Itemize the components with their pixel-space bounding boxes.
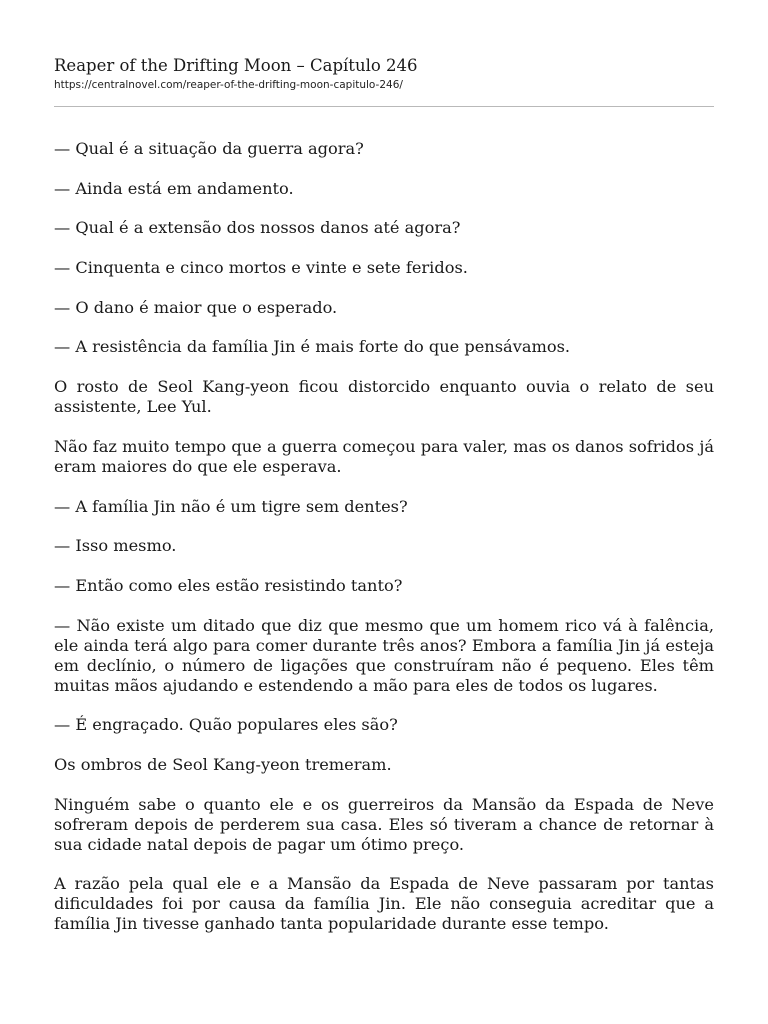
paragraph: — Ainda está em andamento. xyxy=(54,178,294,198)
paragraph: Os ombros de Seol Kang-yeon tremeram. xyxy=(54,754,392,774)
paragraph: — Qual é a situação da guerra agora? xyxy=(54,139,364,158)
paragraph: Não faz muito tempo que a guerra começou para valer, mas os danos sofridos já eram maiores do que ele esperava. xyxy=(54,436,714,476)
paragraph: — Qual é a extensão dos nossos danos até agora? xyxy=(54,218,461,238)
paragraph: — O dano é maior que o esperado. xyxy=(54,297,338,317)
document-page xyxy=(54,56,714,954)
paragraph: — Cinquenta e cinco mortos e vinte e sete feridos. xyxy=(54,258,468,278)
paragraph: — Não existe um ditado que diz que mesmo que um homem rico vá à falência, ele ainda terá algo para comer durante três anos? Embora a família Jin já esteja em declínio, o número de ligações que construíram não é pequeno. Eles têm muitas mãos ajudando e estendendo a mão para eles de todos os lugares. xyxy=(54,615,714,695)
paragraph: Ninguém sabe o quanto ele e os guerreiros da Mansão da Espada de Neve sofreram depois de perderem sua casa. Eles só tiveram a chance de retornar à sua cidade natal depois de pagar um ótimo preço. xyxy=(54,794,714,854)
paragraph: — Então como eles estão resistindo tanto? xyxy=(54,575,403,595)
chapter-body xyxy=(54,139,714,934)
paragraph: A razão pela qual ele e a Mansão da Espada de Neve passaram por tantas dificuldades foi por causa da família Jin. Ele não conseguia acreditar que a família Jin tivesse ganhado tanta popularidade durante esse tempo. xyxy=(54,874,714,934)
source-url: https://centralnovel.com/reaper-of-the-drifting-moon-capitulo-246/ xyxy=(54,79,403,91)
paragraph: — Isso mesmo. xyxy=(54,536,177,556)
document-title: Reaper of the Drifting Moon – Capítulo 246 xyxy=(54,56,418,75)
paragraph: — A resistência da família Jin é mais forte do que pensávamos. xyxy=(54,337,571,357)
header-divider xyxy=(54,106,714,107)
paragraph: — A família Jin não é um tigre sem dentes? xyxy=(54,496,408,516)
paragraph: — É engraçado. Quão populares eles são? xyxy=(54,715,398,735)
paragraph: O rosto de Seol Kang-yeon ficou distorcido enquanto ouvia o relato de seu assistente, Lee Yul. xyxy=(54,377,714,417)
